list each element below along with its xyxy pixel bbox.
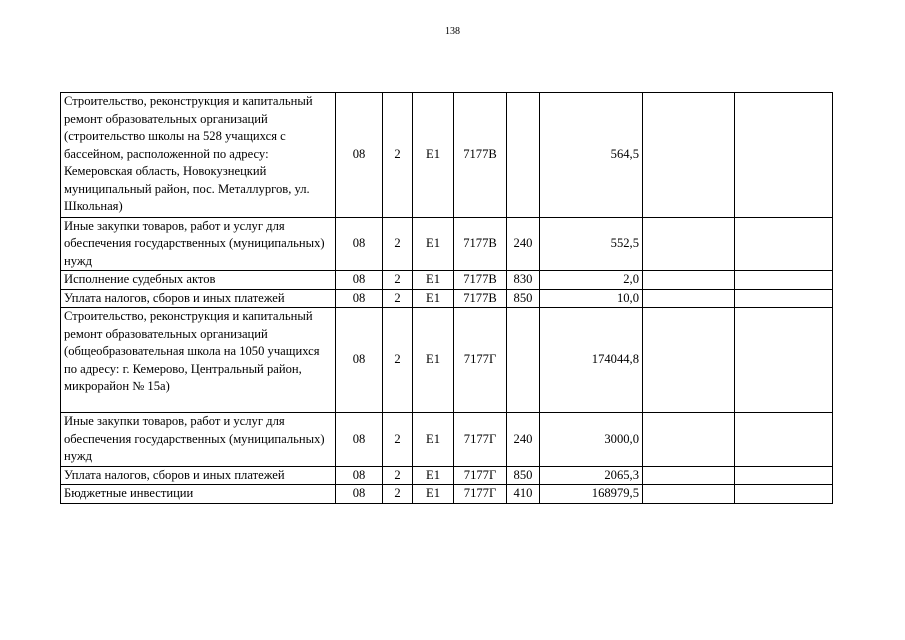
table-row (61, 413, 833, 467)
expense-type-code: 830 (507, 271, 540, 290)
empty-cell (735, 413, 833, 467)
row-name: Иные закупки товаров, работ и услуг для обеспечения государственных (муниципальных) нужд (64, 414, 325, 463)
amount: 168979,5 (540, 485, 643, 504)
amount: 2,0 (540, 271, 643, 290)
article-code: 7177Г (454, 413, 507, 467)
table-row (61, 93, 833, 218)
amount: 552,5 (540, 217, 643, 271)
expense-type-code: 850 (507, 289, 540, 308)
row-name: Бюджетные инвестиции (64, 486, 194, 500)
subsection-code: 2 (383, 413, 413, 467)
empty-cell (735, 217, 833, 271)
section-code: 08 (336, 271, 383, 290)
subsection-code: 2 (383, 289, 413, 308)
program-code: Е1 (413, 217, 454, 271)
subsection-code: 2 (383, 466, 413, 485)
amount: 564,5 (540, 93, 643, 218)
subsection-code: 2 (383, 271, 413, 290)
row-name-cell (61, 93, 336, 218)
empty-cell (735, 485, 833, 504)
section-code: 08 (336, 93, 383, 218)
row-name-cell (61, 217, 336, 271)
section-code: 08 (336, 485, 383, 504)
empty-cell (643, 413, 735, 467)
empty-cell (735, 466, 833, 485)
row-name-cell (61, 271, 336, 290)
expense-type-code (507, 308, 540, 413)
program-code: Е1 (413, 413, 454, 467)
expense-type-code: 410 (507, 485, 540, 504)
table-row (61, 485, 833, 504)
table-row (61, 289, 833, 308)
subsection-code: 2 (383, 308, 413, 413)
expense-type-code: 850 (507, 466, 540, 485)
expense-type-code: 240 (507, 413, 540, 467)
row-name-cell (61, 485, 336, 504)
page-number: 138 (445, 26, 460, 37)
article-code: 7177Г (454, 485, 507, 504)
subsection-code: 2 (383, 217, 413, 271)
empty-cell (643, 289, 735, 308)
program-code: Е1 (413, 271, 454, 290)
row-name: Уплата налогов, сборов и иных платежей (64, 467, 285, 482)
program-code: Е1 (413, 93, 454, 218)
empty-cell (643, 93, 735, 218)
empty-cell (735, 271, 833, 290)
article-code: 7177В (454, 271, 507, 290)
article-code: 7177В (454, 289, 507, 308)
empty-cell (735, 289, 833, 308)
empty-cell (643, 271, 735, 290)
expense-type-code: 240 (507, 217, 540, 271)
section-code: 08 (336, 308, 383, 413)
program-code: Е1 (413, 289, 454, 308)
row-name-cell (61, 466, 336, 485)
empty-cell (735, 308, 833, 413)
amount: 10,0 (540, 289, 643, 308)
subsection-code: 2 (383, 93, 413, 218)
row-name: Иные закупки товаров, работ и услуг для обеспечения государственных (муниципальных) нужд (64, 218, 325, 268)
article-code: 7177Г (454, 308, 507, 413)
table-row (61, 466, 833, 485)
program-code: Е1 (413, 308, 454, 413)
row-name-cell (61, 289, 336, 308)
row-name-cell (61, 413, 336, 467)
expense-type-code (507, 93, 540, 218)
budget-table (60, 92, 833, 504)
subsection-code: 2 (383, 485, 413, 504)
section-code: 08 (336, 466, 383, 485)
table-row (61, 217, 833, 271)
row-name: Строительство, реконструкция и капитальный ремонт образовательных организаций (строительство школы на 528 учащихся с бассейном, расположенной по адресу: Кемеровская область, Новокузнецкий муниципальный район, пос. Металлургов, ул. Школьная) (64, 94, 313, 213)
empty-cell (643, 308, 735, 413)
program-code: Е1 (413, 466, 454, 485)
table-row (61, 271, 833, 290)
row-name: Исполнение судебных актов (64, 272, 216, 286)
section-code: 08 (336, 289, 383, 308)
section-code: 08 (336, 413, 383, 467)
article-code: 7177В (454, 217, 507, 271)
row-name: Строительство, реконструкция и капитальный ремонт образовательных организаций (общеобразовательная школа на 1050 учащихся по адресу: г. Кемерово, Центральный район, микрорайон № 15а) (64, 309, 320, 393)
row-name-cell (61, 308, 336, 413)
row-name: Уплата налогов, сборов и иных платежей (64, 290, 285, 305)
section-code: 08 (336, 217, 383, 271)
program-code: Е1 (413, 485, 454, 504)
amount: 174044,8 (540, 308, 643, 413)
article-code: 7177Г (454, 466, 507, 485)
empty-cell (643, 217, 735, 271)
table-row (61, 308, 833, 413)
empty-cell (735, 93, 833, 218)
empty-cell (643, 485, 735, 504)
empty-cell (643, 466, 735, 485)
article-code: 7177В (454, 93, 507, 218)
amount: 2065,3 (540, 466, 643, 485)
amount: 3000,0 (540, 413, 643, 467)
